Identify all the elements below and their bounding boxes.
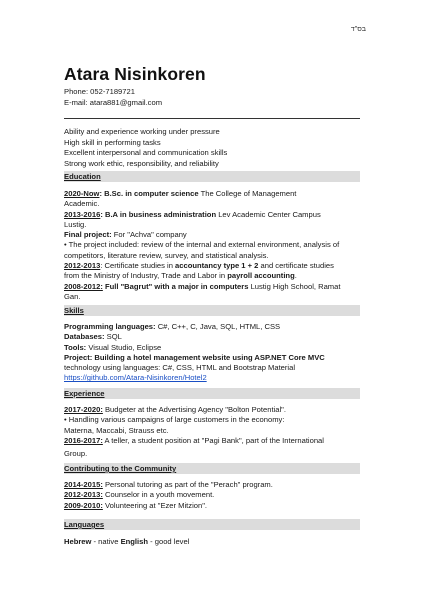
language-entry: Hebrew - native English - good level bbox=[64, 537, 190, 546]
summary-item: Ability and experience working under pressure bbox=[64, 127, 220, 136]
education-entry-cont: from the Ministry of Industry, Trade and Labor in payroll accounting. bbox=[64, 271, 297, 281]
summary-list bbox=[64, 127, 227, 169]
section-header-experience: Experience bbox=[64, 388, 360, 399]
skill-programming: Programming languages: C#, C++, C, Java, SQL, HTML, CSS bbox=[64, 322, 281, 331]
summary-item: Excellent interpersonal and communication skills bbox=[64, 148, 228, 158]
skill-project: Project: Building a hotel management website using ASP.NET Core MVC bbox=[64, 352, 325, 362]
education-entry-cont: Gan. bbox=[64, 291, 81, 301]
education-entry: 2008-2012: Full "Bagrut" with a major in computers Lustig High School, Ramat bbox=[64, 281, 341, 291]
education-section bbox=[64, 189, 360, 302]
community-entry: 2012-2013: Counselor in a youth movement. bbox=[64, 490, 215, 500]
header-divider bbox=[64, 118, 360, 119]
github-link[interactable]: https://github.com/Atara-Nisinkoren/Hotel2 bbox=[64, 373, 207, 383]
experience-entry: 2016-2017: A teller, a student position at "Pagi Bank", part of the International bbox=[64, 435, 324, 445]
bsd-mark: בס"ד bbox=[350, 26, 366, 33]
final-project: Final project: For "Achva" company bbox=[64, 230, 187, 240]
skill-project-tech: technology using languages: C#, CSS, HTML and Bootstrap Material bbox=[64, 363, 296, 373]
education-entry: 2020-Now: B.Sc. in computer science The College of Management bbox=[64, 189, 297, 198]
summary-item: Strong work ethic, responsibility, and reliability bbox=[64, 158, 219, 168]
final-project-detail: • The project included: review of the internal and external environment, analysis of bbox=[64, 240, 340, 250]
final-project-detail: competitors, literature review, survey, and statistical analysis. bbox=[64, 250, 269, 260]
phone: Phone: 052-7189721 bbox=[64, 87, 135, 96]
languages-section bbox=[64, 537, 360, 547]
experience-entry-cont: Group. bbox=[64, 449, 88, 459]
section-header-skills: Skills bbox=[64, 305, 360, 316]
education-entry: 2013-2016: B.A in business administration Lev Academic Center Campus bbox=[64, 209, 321, 219]
skill-databases: Databases: SQL bbox=[64, 332, 122, 342]
experience-detail: • Handling various campaigns of large customers in the economy: bbox=[64, 415, 285, 425]
community-section bbox=[64, 480, 360, 511]
education-entry-cont: Lustig. bbox=[64, 219, 87, 229]
experience-detail: Materna, Maccabi, Strauss etc. bbox=[64, 425, 169, 435]
contact-info bbox=[64, 86, 162, 108]
community-entry: 2009-2010: Volunteering at "Ezer Mitzion". bbox=[64, 500, 208, 510]
education-entry-cont: Academic. bbox=[64, 199, 100, 209]
experience-entry: 2017-2020: Budgeter at the Advertising Agency "Bolton Potential". bbox=[64, 405, 286, 414]
section-header-languages: Languages bbox=[64, 519, 360, 530]
section-header-education: Education bbox=[64, 171, 360, 182]
skills-section bbox=[64, 322, 360, 384]
email: E-mail: atara881@gmail.com bbox=[64, 98, 163, 107]
candidate-name: Atara Nisinkoren bbox=[64, 64, 206, 84]
education-entry: 2012-2013: Certificate studies in accountancy type 1 + 2 and certificate studies bbox=[64, 261, 334, 271]
skill-tools: Tools: Visual Studio, Eclipse bbox=[64, 342, 162, 352]
section-header-community: Contributing to the Community bbox=[64, 463, 360, 474]
experience-section bbox=[64, 405, 360, 459]
summary-item: High skill in performing tasks bbox=[64, 137, 161, 147]
community-entry: 2014-2015: Personal tutoring as part of the "Perach" program. bbox=[64, 480, 273, 489]
